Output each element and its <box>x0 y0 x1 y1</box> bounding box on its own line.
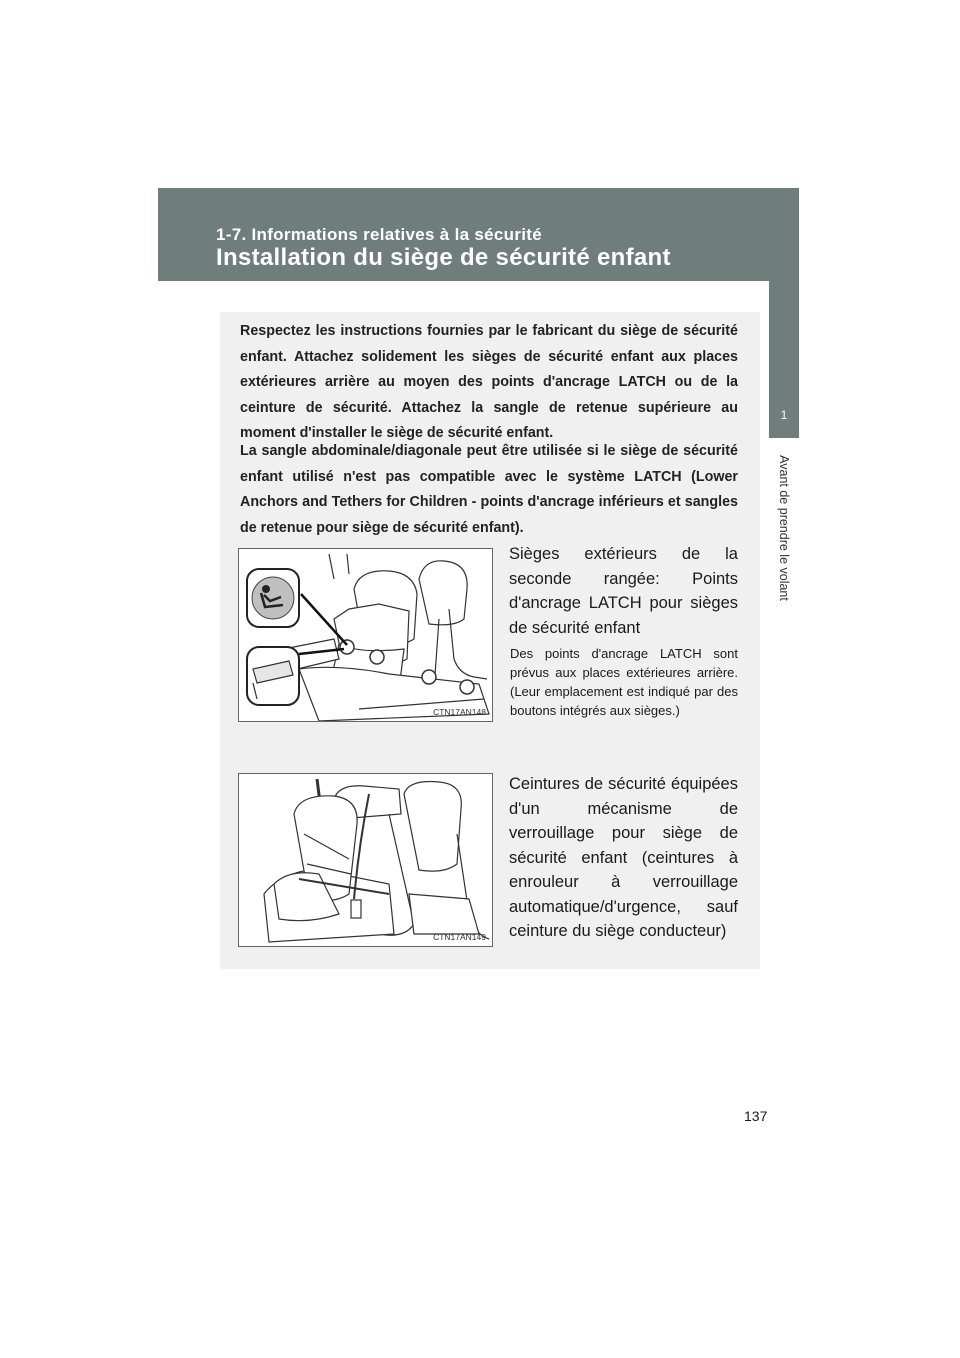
intro-paragraph-2: La sangle abdominale/diagonale peut être utilisée si le siège de sécurité enfant utilisé n'est pas compatible avec le système LATCH (Lower Anchors and Tethers for Children - points d'ancrage inférieurs et sangles de retenue pour siège de sécurité enfant). <box>240 443 738 536</box>
figure-code: CTN17AN148 <box>433 707 486 717</box>
page-number: 137 <box>744 1108 768 1124</box>
item-title-seatbelt: Ceintures de sécurité équipées d'un mécanisme de verrouillage pour siège de sécurité enfant (ceintures à enrouleur à verrouillage automatique/d'urgence, sauf ceinture du siège conducteur) <box>509 775 738 940</box>
figure-latch-anchors <box>238 548 493 722</box>
chapter-tab <box>769 188 799 438</box>
section-label: 1-7. Informations relatives à la sécurité <box>216 225 542 244</box>
item-title-latch: Sièges extérieurs de la seconde rangée: Points d'ancrage LATCH pour sièges de sécurité enfant <box>509 545 738 637</box>
page-title: Installation du siège de sécurité enfant <box>216 244 671 271</box>
section-header <box>158 188 799 281</box>
latch-seat-illustration <box>239 549 493 722</box>
chapter-label: Avant de prendre le volant <box>777 455 791 601</box>
figure-code: CTN17AN149 <box>433 932 486 942</box>
intro-paragraph-1: Respectez les instructions fournies par le fabricant du siège de sécurité enfant. Attachez solidement les sièges de sécurité enfant aux places extérieures arrière au moyen des points d'ancrage LATCH ou de la ceinture de sécurité. Attachez la sangle de retenue supérieure au moment d'installer le siège de sécurité enfant. <box>240 323 738 441</box>
chapter-tab-number: 1 <box>780 408 788 422</box>
content-box <box>220 312 760 969</box>
item-description-latch: Des points d'ancrage LATCH sont prévus aux places extérieures arrière. (Leur emplacement est indiqué par des boutons intégrés aux sièges.) <box>510 646 738 718</box>
figure-seatbelt-lock <box>238 773 493 947</box>
seatbelt-seat-illustration <box>239 774 493 947</box>
